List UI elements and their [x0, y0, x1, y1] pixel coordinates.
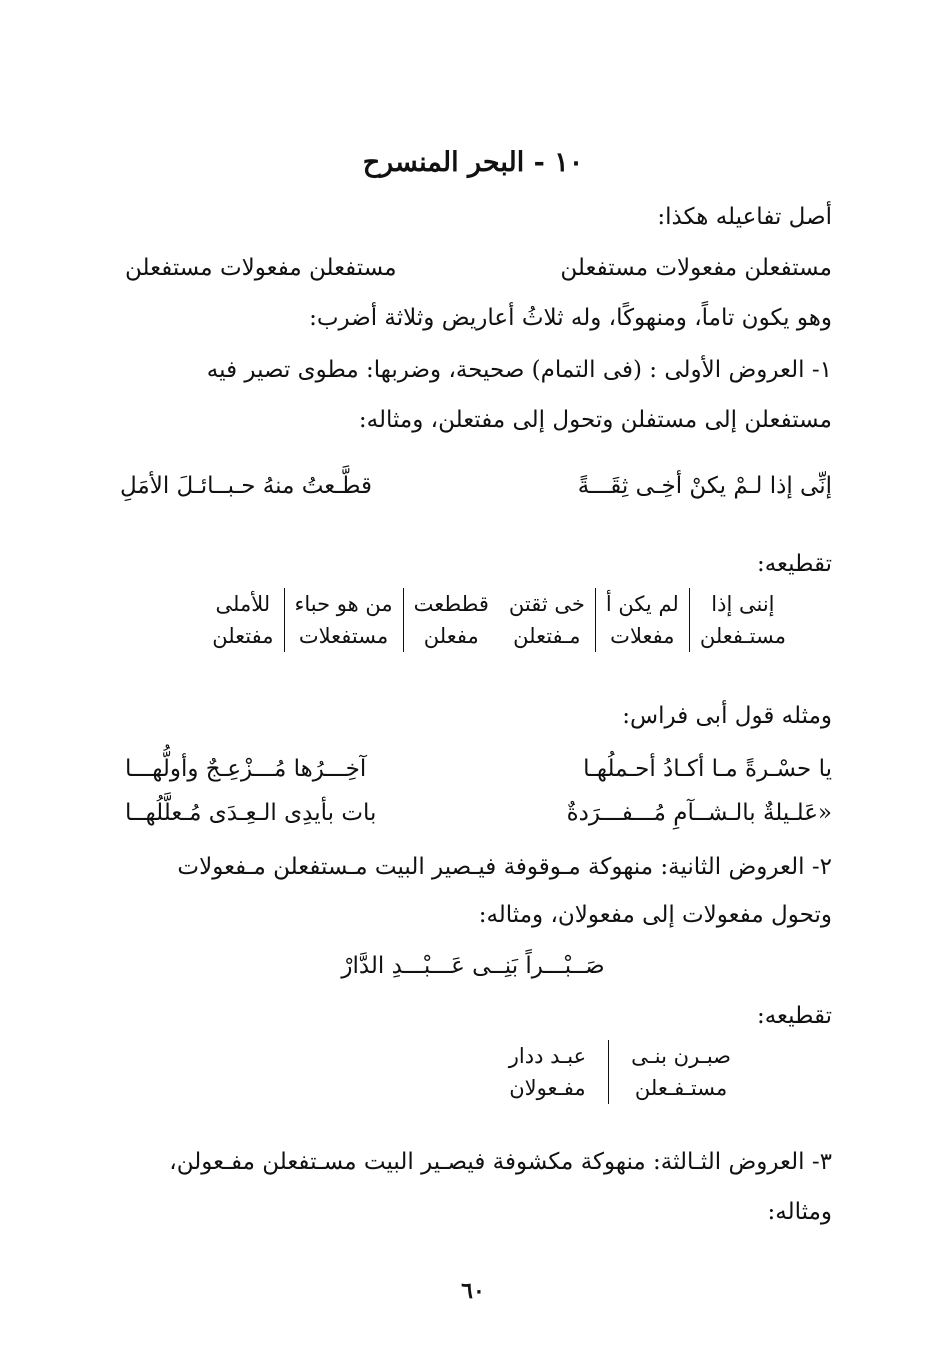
scan2-foot: مفـعولان: [509, 1076, 586, 1100]
scan1-feet-row: [202, 620, 796, 652]
verse3-second-hemistich: بات بأيدِى الـعِـدَى مُـعلَّلُهــا: [125, 800, 377, 826]
scan2-table: [499, 1040, 741, 1104]
page-number: ٦٠: [461, 1278, 485, 1304]
scan1-words-row: [202, 588, 796, 620]
pattern-first-hemistich: مستفعلن مفعولات مستفعلن: [560, 255, 832, 281]
scan1-foot: مـفتعلن: [513, 624, 581, 648]
scan1-foot: مفعلات: [595, 620, 689, 652]
scan1-word: لم يكن أ: [595, 588, 689, 620]
scan1-foot: مفعلن: [403, 620, 499, 652]
scan1-word: للأملى: [215, 592, 271, 616]
section1-line2: مستفعلن إلى مستفلن وتحول إلى مفتعلن، ومثاله:: [358, 407, 832, 433]
scan2-label: تقطيعه:: [756, 1003, 832, 1029]
section2-line1: ٢- العروض الثانية: منهوكة مـوقوفة فيـصير البيت مـستفعلن مـفعولات: [177, 854, 832, 880]
section2-line2: وتحول مفعولات إلى مفعولان، ومثاله:: [478, 902, 832, 928]
verse1-first-hemistich: إنِّى إذا لـمْ يكنْ أخِـى ثِقَـــةً: [577, 473, 832, 499]
scan1-word: قططعت: [403, 588, 499, 620]
scan1-foot: مفتعلن: [212, 624, 274, 648]
scan1-word: إننى إذا: [689, 588, 796, 620]
verse1-second-hemistich: قطَّـعتُ منهُ حـبــائـلَ الأمَلِ: [120, 473, 372, 499]
scan2-foot: مستـفـعلن: [609, 1072, 741, 1104]
verse3-first-hemistich: «عَلـيلةٌ بالـشــآمِ مُـــفـــرَدةٌ: [566, 800, 832, 826]
scan2-word: صبـرن بنـى: [609, 1040, 741, 1072]
intro-line: أصل تفاعيله هكذا:: [657, 204, 832, 230]
scan1-table: [202, 588, 796, 652]
abi-firas-intro: ومثله قول أبى فراس:: [622, 703, 832, 729]
verse2-first-hemistich: يا حسْـرةً مـا أكـادُ أحـملُهـا: [583, 756, 832, 782]
scan2-word: عبـد ددار: [508, 1044, 587, 1068]
scan2-words-row: [499, 1040, 741, 1072]
scan1-foot: مستفعلات: [284, 620, 403, 652]
section1-line1: ١- العروض الأولى : (فى التمام) صحيحة، وضربها: مطوى تصير فيه: [206, 357, 832, 383]
types-line: وهو يكون تاماً، ومنهوكًا، وله ثلاثُ أعاريض وثلاثة أضرب:: [309, 305, 832, 331]
verse2-second-hemistich: آخِـــرُها مُـــزْعِـجٌ وأولُّهـــا: [125, 756, 367, 782]
chapter-title: ١٠ - البحر المنسرح: [362, 147, 584, 178]
scan1-word: من هو حباء: [284, 588, 403, 620]
scan2-feet-row: [499, 1072, 741, 1104]
scan1-word: خى ثقتن: [508, 592, 585, 616]
scan1-foot: مستـفعلن: [689, 620, 796, 652]
section3-line2: ومثاله:: [767, 1199, 832, 1225]
verse4: صَــبْـــراً بَنِــى عَـــبْـــدِ الدَّارْ: [341, 953, 605, 979]
section3-line1: ٣- العروض الثـالثة: منهوكة مكشوفة فيصـير البيت مسـتفعلن مفـعولن،: [169, 1149, 832, 1175]
pattern-second-hemistich: مستفعلن مفعولات مستفعلن: [125, 255, 397, 281]
scan1-label: تقطيعه:: [756, 551, 832, 577]
